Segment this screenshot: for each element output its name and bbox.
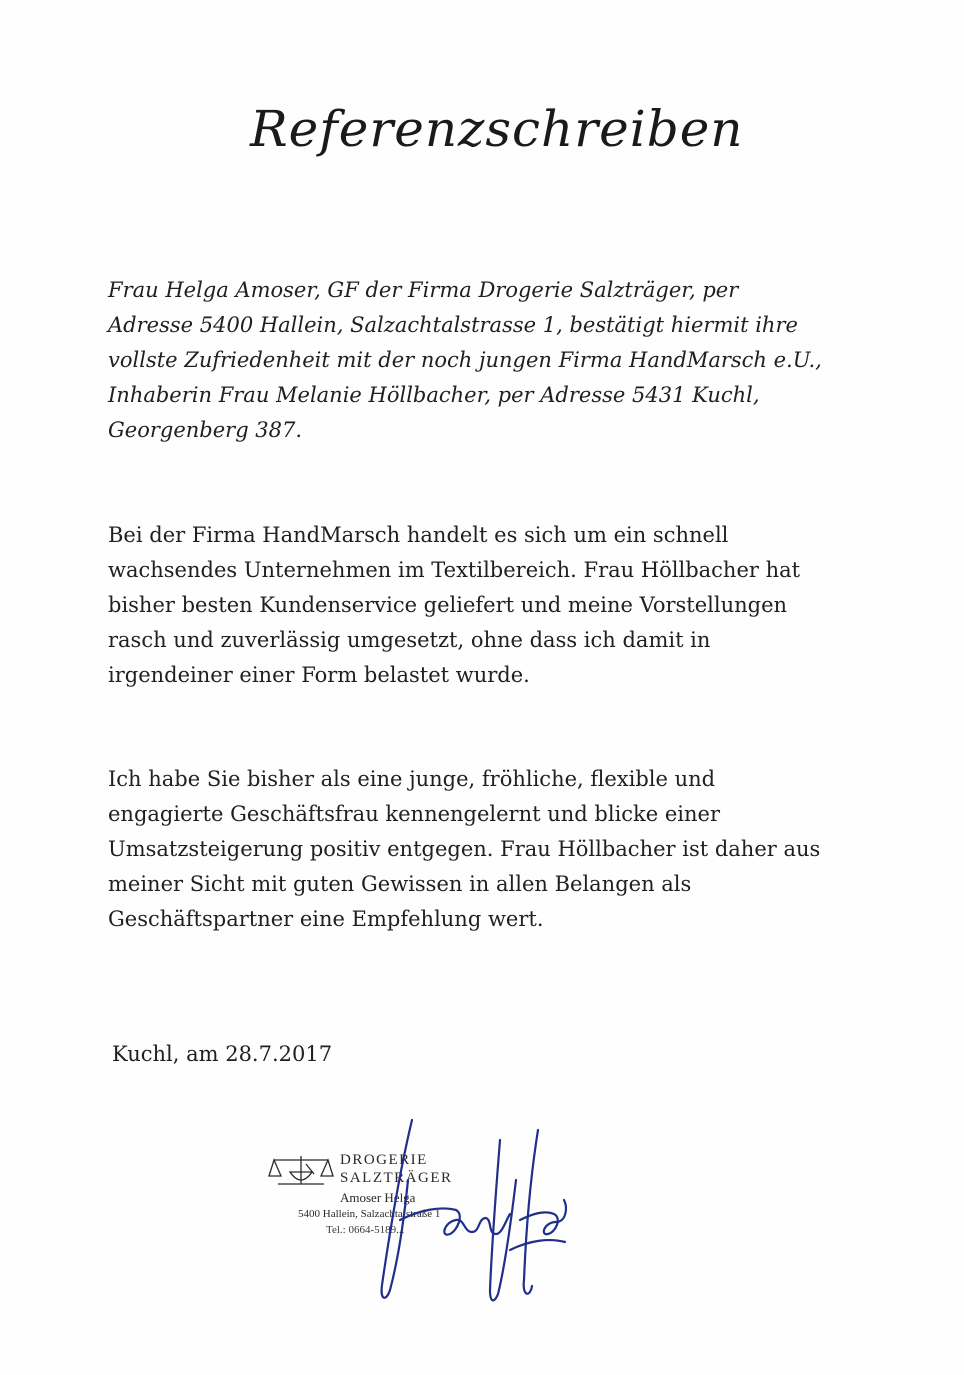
paragraph-line: Umsatzsteigerung positiv entgegen. Frau Höllbacher ist daher aus — [108, 837, 821, 861]
paragraph-line: Geschäftspartner eine Empfehlung wert. — [108, 907, 544, 931]
scales-mortar-logo-icon — [268, 1154, 334, 1188]
date-line: Kuchl, am 28.7.2017 — [112, 1042, 333, 1066]
stamp-owner-name: Amoser Helga — [340, 1190, 416, 1205]
paragraph-3 — [108, 762, 868, 937]
paragraph-line: Inhaberin Frau Melanie Höllbacher, per Adresse 5431 Kuchl, — [108, 383, 760, 407]
paragraph-line: Adresse 5400 Hallein, Salzachtalstrasse 1, bestätigt hiermit ihre — [108, 313, 798, 337]
handwritten-signature-icon — [360, 1110, 590, 1320]
stamp-telephone: Tel.: 0664-5189... — [326, 1224, 405, 1236]
paragraph-line: vollste Zufriedenheit mit der noch jungen Firma HandMarsch e.U., — [108, 348, 822, 372]
paragraph-line: Ich habe Sie bisher als eine junge, fröhliche, flexible und — [108, 767, 716, 791]
paragraph-line: irgendeiner einer Form belastet wurde. — [108, 663, 530, 687]
paragraph-line: Georgenberg 387. — [108, 418, 303, 442]
paragraph-line: wachsendes Unternehmen im Textilbereich. Frau Höllbacher hat — [108, 558, 801, 582]
paragraph-line: rasch und zuverlässig umgesetzt, ohne dass ich damit in — [108, 628, 711, 652]
paragraph-line: Frau Helga Amoser, GF der Firma Drogerie Salzträger, per — [108, 278, 739, 302]
stamp-company-name-line1: DROGERIE — [340, 1152, 428, 1168]
document-title: Referenzschreiben — [250, 100, 744, 158]
paragraph-line: Bei der Firma HandMarsch handelt es sich um ein schnell — [108, 523, 729, 547]
paragraph-line: engagierte Geschäftsfrau kennengelernt und blicke einer — [108, 802, 721, 826]
paragraph-1 — [108, 273, 868, 448]
paragraph-2 — [108, 518, 868, 693]
stamp-company-name-line2: SALZTRÄGER — [340, 1170, 453, 1186]
stamp-address: 5400 Hallein, Salzachtalstraße 1 — [298, 1208, 441, 1220]
paragraph-line: meiner Sicht mit guten Gewissen in allen Belangen als — [108, 872, 692, 896]
paragraph-line: bisher besten Kundenservice geliefert und meine Vorstellungen — [108, 593, 788, 617]
